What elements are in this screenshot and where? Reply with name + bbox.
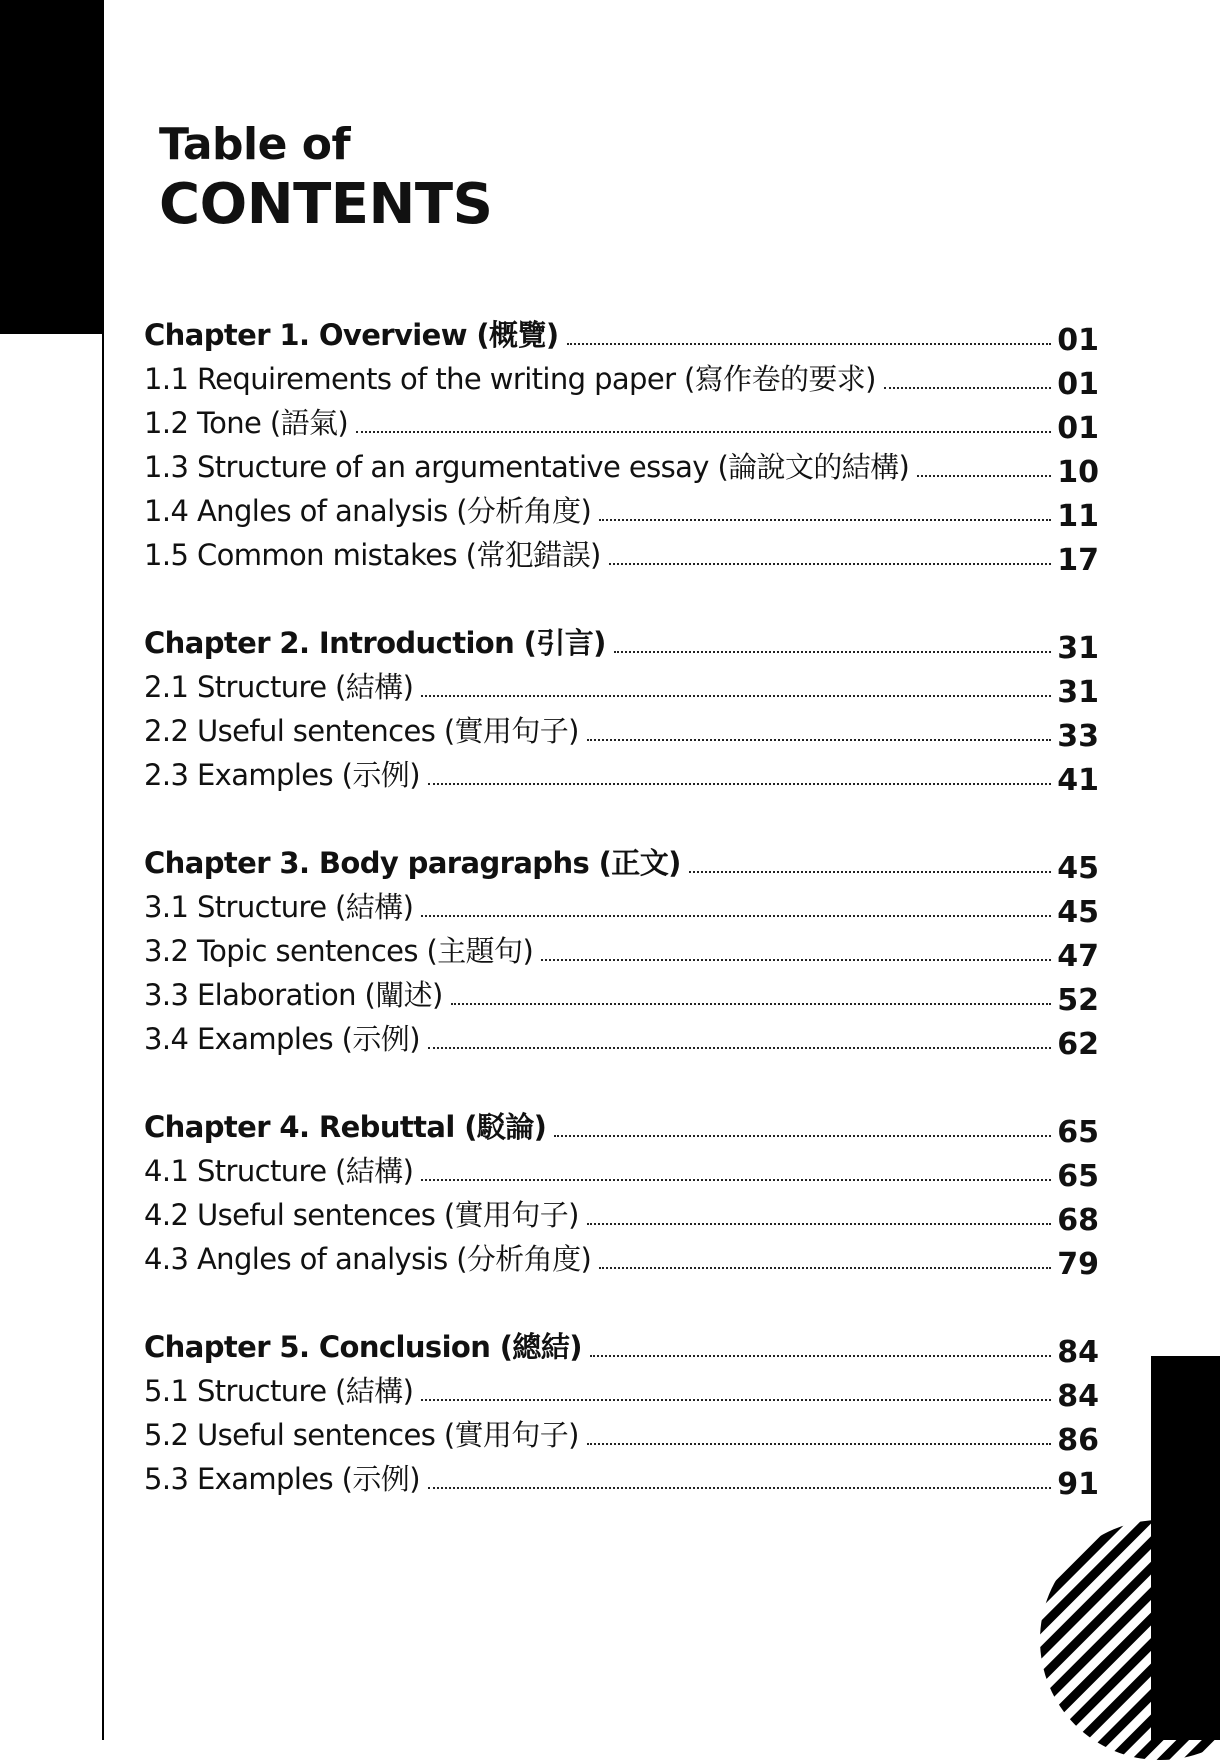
entry-title: 2.2 Useful sentences (實用句子) xyxy=(144,714,579,748)
toc-entry-section[interactable] xyxy=(144,969,1099,1018)
page-number: 84 xyxy=(1057,1335,1099,1370)
entry-title: 1.3 Structure of an argumentative essay (論說文的結構) xyxy=(144,450,910,484)
page-number: 31 xyxy=(1057,675,1099,710)
entry-title: Chapter 3. Body paragraphs (正文) xyxy=(144,846,681,880)
entry-title: 2.3 Examples (示例) xyxy=(144,758,420,792)
page-number: 84 xyxy=(1057,1379,1099,1414)
dot-leader xyxy=(689,871,1051,873)
toc-entry-chapter[interactable] xyxy=(144,617,1099,666)
dot-leader xyxy=(421,1399,1051,1401)
entry-title: 3.4 Examples (示例) xyxy=(144,1022,420,1056)
toc-entry-chapter[interactable] xyxy=(144,1101,1099,1150)
chapter-1 xyxy=(144,309,1099,578)
dot-leader xyxy=(599,1267,1051,1269)
dot-leader xyxy=(421,695,1051,697)
entry-title: 1.1 Requirements of the writing paper (寫作卷的要求) xyxy=(144,362,876,396)
page-number: 45 xyxy=(1057,851,1099,886)
page-number: 45 xyxy=(1057,895,1099,930)
page-title xyxy=(159,118,492,238)
dot-leader xyxy=(590,1355,1051,1357)
entry-title: 1.4 Angles of analysis (分析角度) xyxy=(144,494,592,528)
page-number: 52 xyxy=(1057,983,1099,1018)
entry-title: Chapter 4. Rebuttal (駁論) xyxy=(144,1110,547,1144)
toc-entry-section[interactable] xyxy=(144,749,1099,798)
page-number: 01 xyxy=(1057,323,1099,358)
entry-title: Chapter 5. Conclusion (總結) xyxy=(144,1330,582,1364)
dot-leader xyxy=(587,1223,1051,1225)
dot-leader xyxy=(614,651,1051,653)
page-number: 10 xyxy=(1057,455,1099,490)
toc-entry-section[interactable] xyxy=(144,441,1099,490)
page-number: 01 xyxy=(1057,411,1099,446)
title-line-2: CONTENTS xyxy=(159,172,493,237)
page-number: 33 xyxy=(1057,719,1099,754)
entry-title: 2.1 Structure (結構) xyxy=(144,670,414,704)
entry-title: Chapter 2. Introduction (引言) xyxy=(144,626,606,660)
dot-leader xyxy=(421,1179,1051,1181)
toc-entry-section[interactable] xyxy=(144,353,1099,402)
dot-leader xyxy=(554,1135,1051,1137)
dot-leader xyxy=(428,783,1051,785)
page-number: 68 xyxy=(1057,1203,1099,1238)
entry-title: 3.1 Structure (結構) xyxy=(144,890,414,924)
striped-circle-decoration xyxy=(1040,1520,1220,1760)
entry-title: 4.2 Useful sentences (實用句子) xyxy=(144,1198,579,1232)
dot-leader xyxy=(451,1003,1051,1005)
dot-leader xyxy=(541,959,1051,961)
toc-entry-section[interactable] xyxy=(144,1233,1099,1282)
entry-title: 3.3 Elaboration (闡述) xyxy=(144,978,443,1012)
dot-leader xyxy=(884,387,1051,389)
toc-entry-section[interactable] xyxy=(144,925,1099,974)
toc-entry-section[interactable] xyxy=(144,881,1099,930)
page-edge-rule xyxy=(102,0,104,1740)
toc-entry-section[interactable] xyxy=(144,397,1099,446)
toc-entry-section[interactable] xyxy=(144,1013,1099,1062)
page-number: 79 xyxy=(1057,1247,1099,1282)
page-number: 62 xyxy=(1057,1027,1099,1062)
dot-leader xyxy=(917,475,1051,477)
chapter-2 xyxy=(144,617,1099,798)
entry-title: 3.2 Topic sentences (主題句) xyxy=(144,934,534,968)
page-number: 31 xyxy=(1057,631,1099,666)
dot-leader xyxy=(599,519,1051,521)
toc-entry-section[interactable] xyxy=(144,1409,1099,1458)
chapter-5 xyxy=(144,1321,1099,1502)
toc-entry-section[interactable] xyxy=(144,529,1099,578)
entry-title: 4.1 Structure (結構) xyxy=(144,1154,414,1188)
page-number: 65 xyxy=(1057,1159,1099,1194)
toc-entry-chapter[interactable] xyxy=(144,837,1099,886)
toc-entry-section[interactable] xyxy=(144,485,1099,534)
chapter-4 xyxy=(144,1101,1099,1282)
entry-title: Chapter 1. Overview (概覽) xyxy=(144,318,559,352)
dot-leader xyxy=(587,739,1051,741)
entry-title: 5.3 Examples (示例) xyxy=(144,1462,420,1496)
toc-entry-chapter[interactable] xyxy=(144,309,1099,358)
dot-leader xyxy=(421,915,1051,917)
entry-title: 4.3 Angles of analysis (分析角度) xyxy=(144,1242,592,1276)
page-number: 17 xyxy=(1057,543,1099,578)
chapter-3 xyxy=(144,837,1099,1062)
table-of-contents xyxy=(144,309,1099,1541)
page-number: 91 xyxy=(1057,1467,1099,1502)
toc-entry-chapter[interactable] xyxy=(144,1321,1099,1370)
page-number: 65 xyxy=(1057,1115,1099,1150)
entry-title: 5.2 Useful sentences (實用句子) xyxy=(144,1418,579,1452)
page-number: 47 xyxy=(1057,939,1099,974)
page-number: 01 xyxy=(1057,367,1099,402)
page-number: 86 xyxy=(1057,1423,1099,1458)
entry-title: 1.5 Common mistakes (常犯錯誤) xyxy=(144,538,601,572)
toc-entry-section[interactable] xyxy=(144,705,1099,754)
dot-leader xyxy=(356,431,1051,433)
toc-entry-section[interactable] xyxy=(144,1453,1099,1502)
entry-title: 5.1 Structure (結構) xyxy=(144,1374,414,1408)
page-number: 41 xyxy=(1057,763,1099,798)
top-left-black-block xyxy=(0,0,104,334)
dot-leader xyxy=(428,1047,1051,1049)
toc-entry-section[interactable] xyxy=(144,1365,1099,1414)
toc-entry-section[interactable] xyxy=(144,1145,1099,1194)
dot-leader xyxy=(428,1487,1051,1489)
page-number: 11 xyxy=(1057,499,1099,534)
dot-leader xyxy=(587,1443,1051,1445)
dot-leader xyxy=(567,343,1051,345)
toc-entry-section[interactable] xyxy=(144,661,1099,710)
entry-title: 1.2 Tone (語氣) xyxy=(144,406,349,440)
dot-leader xyxy=(609,563,1051,565)
toc-entry-section[interactable] xyxy=(144,1189,1099,1238)
title-line-1: Table of xyxy=(159,119,351,170)
